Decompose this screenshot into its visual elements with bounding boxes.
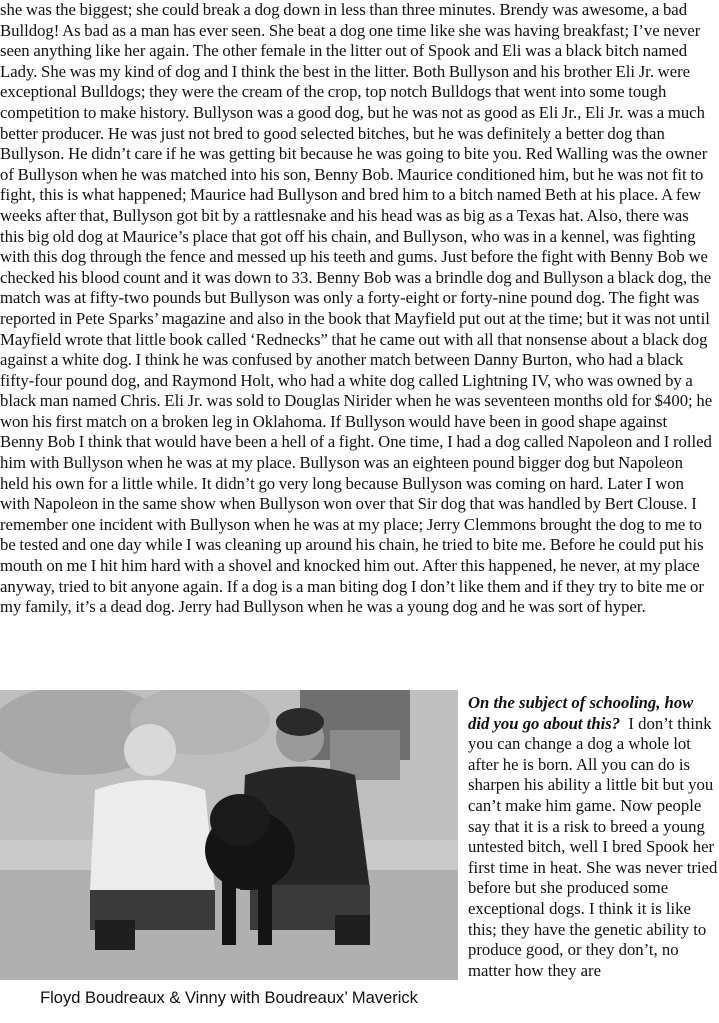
photo-illustration [0,690,458,980]
interview-answer: I don’t think you can change a dog a whole lot after he is born. All you can do is sharpen his ability a little bit but you can’t make him game. Now people say that it is a risk to breed a young untested bitch, well I bred Spook her first time in heat. She was never tried before but she produced some exceptional dogs. I think it is like this; they have the genetic ability to produce good, or they don’t, no matter how they are [468,713,718,980]
photo-caption: Floyd Boudreaux & Vinny with Boudreaux’ Maverick [40,989,418,1007]
photograph [0,690,458,980]
interview-answer-block [468,693,718,981]
article-paragraph: she was the biggest; she could break a dog down in less than three minutes. Brendy was awesome, a bad Bulldog! As bad as a man has ever seen. She beat a dog one time like she was having breakfast; I’ve never seen anything like her again. The other female in the litter out of Spook and Eli was a black bitch named Lady. She was my kind of dog and I think the best in the litter. Both Bullyson and his brother Eli Jr. were exceptional Bulldogs; they were the cream of the crop, top notch Bulldogs that went into some tough competition to make history. Bullyson was a good dog, but he was not as good as Eli Jr., Eli Jr. was a much better producer. He was just not bred to good selected bitches, but he was definitely a better dog than Bullyson. He didn’t care if he was getting bit because he was going to bite you. Red Walling was the owner of Bullyson when he was matched into his son, Benny Bob. Maurice conditioned him, but he was not fit to fight, this is what happened; Maurice had Bullyson and bred him to a bitch named Beth at his place. A few weeks after that, Bullyson got bit by a rattlesnake and his head was as big as a Texas hat. Also, there was this big old dog at Maurice’s place that got off his chain, and Bullyson, who was in a kennel, was fighting with this dog through the fence and messed up his teeth and gums. Just before the fight with Benny Bob we checked his blood count and it was down to 33. Benny Bob was a brindle dog and Bullyson a black dog, the match was at fifty-two pounds but Bullyson was only a forty-eight or forty-nine pound dog. The fight was reported in Pete Sparks’ magazine and also in the book that Mayfield put out at the time; but it was not until Mayfield wrote that little book called ‘Rednecks” that he came out with all that nonsense about a black dog against a white dog. I think he was confused by another match between Danny Burton, who had a black fifty-four pound dog, and Raymond Holt, who had a white dog called Lightning IV, who was owned by a black man named Chris. Eli Jr. was sold to Douglas Nirider when he was seventeen months old for $400; he won his first match on a broken leg in Oklahoma. If Bullyson would have been in good shape against Benny Bob I think that would have been a hell of a fight. One time, I had a dog called Napoleon and I rolled him with Bullyson when he was at my place. Bullyson was an eighteen pound bigger dog but Napoleon held his own for a little while. It didn’t go very long because Bullyson was coming on hard. Later I won with Napoleon in the same show when Bullyson won over that Sir dog that was handled by Bert Clouse. I remember one incident with Bullyson when he was at my place; Jerry Clemmons brought the dog to me to be tested and one day while I was cleaning up around his chain, he tried to bite me. Before he could put his mouth on me I hit him hard with a shovel and knocked him out. After this happened, he never, at my place anyway, tried to bit anyone again. If a dog is a man biting dog I don’t like them and if they try to bite me or my family, it’s a dead dog. Jerry had Bullyson when he was a young dog and he was sort of hyper. [0,0,713,617]
interview-question: On the subject of schooling, how did you go about this? [468,693,694,733]
